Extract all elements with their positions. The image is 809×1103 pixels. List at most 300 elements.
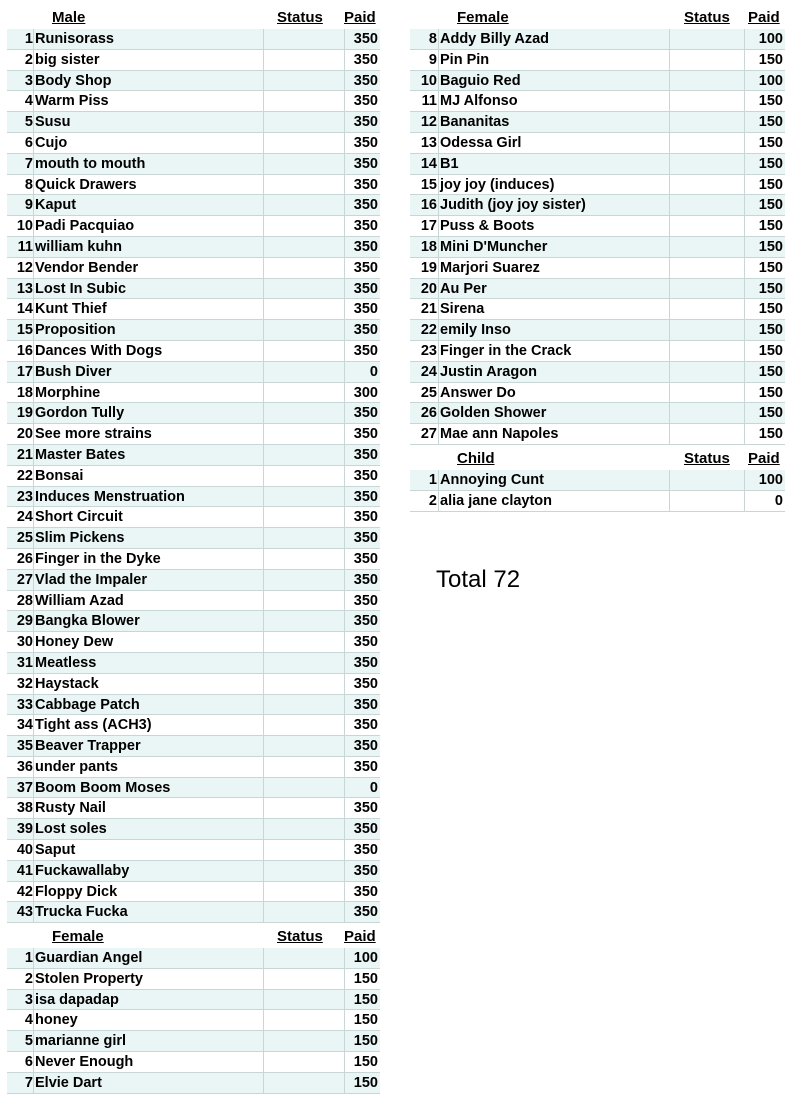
- table-row: [7, 819, 380, 840]
- row-name: Master Bates: [35, 446, 126, 463]
- row-number: 17: [420, 218, 437, 235]
- row-number: 7: [24, 1074, 33, 1091]
- row-number: 39: [16, 821, 33, 838]
- status-cell: [263, 195, 345, 215]
- table-row: [7, 861, 380, 882]
- status-cell: [669, 403, 745, 423]
- paid-value: 150: [758, 342, 783, 359]
- paid-value: 350: [353, 134, 378, 151]
- row-number: 43: [16, 904, 33, 921]
- paid-value: 0: [369, 363, 378, 380]
- row-number: 2: [24, 51, 33, 68]
- row-name: Judith (joy joy sister): [440, 197, 586, 214]
- row-number: 19: [420, 259, 437, 276]
- paid-value: 350: [353, 904, 378, 921]
- row-name: See more strains: [35, 426, 152, 443]
- row-name: Guardian Angel: [35, 950, 143, 966]
- row-name: Body Shop: [35, 72, 112, 89]
- female-table-b: [410, 5, 785, 445]
- paid-value: 350: [353, 550, 378, 567]
- status-cell: [669, 470, 745, 490]
- status-cell: [669, 299, 745, 319]
- table-row: [410, 175, 785, 196]
- row-name: B1: [440, 155, 459, 172]
- paid-value: 350: [353, 342, 378, 359]
- paid-value: 150: [758, 197, 783, 214]
- status-cell: [263, 175, 345, 195]
- table-row: [410, 216, 785, 237]
- row-name: Morphine: [35, 384, 101, 401]
- row-name: Induces Menstruation: [35, 488, 185, 505]
- row-number: 11: [421, 93, 437, 110]
- table-row: [7, 969, 380, 990]
- row-number: 6: [24, 1053, 33, 1070]
- row-number: 41: [16, 862, 33, 879]
- table-row: [7, 258, 380, 279]
- status-cell: [263, 882, 345, 902]
- row-name: Odessa Girl: [440, 134, 522, 151]
- table-header: [410, 5, 785, 29]
- row-number: 7: [24, 155, 33, 172]
- table-row: [410, 279, 785, 300]
- paid-value: 350: [353, 862, 378, 879]
- row-name: Padi Pacquiao: [35, 218, 135, 235]
- status-cell: [669, 91, 745, 111]
- table-row: [7, 216, 380, 237]
- row-name: Puss & Boots: [440, 218, 535, 235]
- status-cell: [263, 715, 345, 735]
- status-column-header: Status: [277, 9, 323, 26]
- status-cell: [669, 154, 745, 174]
- row-name: Justin Aragon: [440, 363, 537, 380]
- row-name: Baguio Red: [440, 72, 521, 89]
- table-row: [410, 320, 785, 341]
- paid-value: 350: [353, 197, 378, 214]
- status-cell: [263, 154, 345, 174]
- table-header: [410, 446, 785, 470]
- row-number: 11: [17, 238, 33, 255]
- row-number: 21: [420, 301, 437, 318]
- table-row: [7, 237, 380, 258]
- status-column-header: Status: [277, 928, 323, 945]
- row-number: 15: [420, 176, 437, 193]
- paid-value: 150: [758, 155, 783, 172]
- status-cell: [263, 736, 345, 756]
- row-number: 15: [16, 322, 33, 339]
- paid-value: 350: [353, 675, 378, 692]
- row-number: 38: [16, 800, 33, 817]
- female-table-a: [7, 924, 380, 1094]
- paid-value: 150: [758, 405, 783, 422]
- row-number: 14: [420, 155, 437, 172]
- table-row: [410, 470, 785, 491]
- row-number: 25: [420, 384, 437, 401]
- row-number: 8: [24, 176, 33, 193]
- status-cell: [263, 969, 345, 989]
- table-row: [7, 154, 380, 175]
- status-cell: [263, 1031, 345, 1051]
- status-cell: [263, 279, 345, 299]
- paid-value: 350: [353, 883, 378, 900]
- row-number: 13: [420, 134, 437, 151]
- paid-value: 150: [758, 218, 783, 235]
- row-name: Elvie Dart: [35, 1074, 102, 1091]
- row-name: Cabbage Patch: [35, 696, 140, 713]
- table-row: [7, 632, 380, 653]
- row-number: 27: [420, 426, 437, 443]
- status-cell: [263, 258, 345, 278]
- row-number: 14: [16, 301, 33, 318]
- paid-value: 100: [758, 72, 783, 89]
- status-cell: [263, 653, 345, 673]
- status-cell: [263, 50, 345, 70]
- status-cell: [669, 279, 745, 299]
- row-name: Mae ann Napoles: [440, 426, 559, 443]
- status-cell: [263, 466, 345, 486]
- paid-value: 0: [369, 779, 378, 796]
- paid-value: 350: [353, 592, 378, 609]
- status-cell: [263, 674, 345, 694]
- paid-value: 350: [353, 446, 378, 463]
- row-number: 34: [16, 717, 33, 734]
- table-row: [7, 71, 380, 92]
- row-name: emily Inso: [440, 322, 511, 339]
- status-cell: [263, 757, 345, 777]
- paid-value: 350: [353, 634, 378, 651]
- table-row: [7, 1052, 380, 1073]
- paid-value: 150: [758, 51, 783, 68]
- row-number: 22: [420, 322, 437, 339]
- table-row: [7, 403, 380, 424]
- table-row: [410, 195, 785, 216]
- table-row: [7, 383, 380, 404]
- table-row: [410, 237, 785, 258]
- table-row: [7, 424, 380, 445]
- row-number: 20: [420, 280, 437, 297]
- table-row: [7, 299, 380, 320]
- row-name: Annoying Cunt: [440, 472, 544, 488]
- table-row: [7, 91, 380, 112]
- paid-value: 350: [353, 218, 378, 235]
- status-cell: [263, 570, 345, 590]
- row-name: MJ Alfonso: [440, 93, 518, 110]
- table-row: [7, 133, 380, 154]
- row-number: 5: [24, 1033, 33, 1050]
- total-label: Total 72: [436, 566, 521, 593]
- paid-value: 350: [353, 322, 378, 339]
- row-number: 21: [16, 446, 33, 463]
- table-row: [7, 840, 380, 861]
- row-number: 5: [24, 114, 33, 131]
- row-name: Cujo: [35, 134, 68, 151]
- paid-column-header: Paid: [344, 928, 376, 945]
- row-name: Gordon Tully: [35, 405, 125, 422]
- table-row: [410, 341, 785, 362]
- paid-value: 150: [758, 114, 783, 131]
- paid-value: 100: [353, 950, 378, 966]
- status-cell: [669, 424, 745, 444]
- status-column-header: Status: [684, 450, 730, 467]
- table-row: [7, 948, 380, 969]
- table-row: [410, 362, 785, 383]
- row-name: Tight ass (ACH3): [35, 717, 152, 734]
- row-name: Kunt Thief: [35, 301, 107, 318]
- row-number: 30: [16, 634, 33, 651]
- paid-value: 350: [353, 758, 378, 775]
- table-row: [410, 50, 785, 71]
- row-name: Vlad the Impaler: [35, 571, 148, 588]
- row-number: 10: [420, 72, 437, 89]
- table-row: [7, 798, 380, 819]
- table-row: [7, 487, 380, 508]
- status-cell: [669, 383, 745, 403]
- section-title: Female: [52, 928, 104, 945]
- row-number: 24: [420, 363, 437, 380]
- row-number: 16: [420, 197, 437, 214]
- status-cell: [669, 237, 745, 257]
- row-number: 37: [16, 779, 33, 796]
- table-row: [7, 1073, 380, 1094]
- row-name: Susu: [35, 114, 71, 131]
- status-cell: [263, 798, 345, 818]
- table-row: [410, 491, 785, 512]
- table-row: [7, 1031, 380, 1052]
- row-name: Bonsai: [35, 467, 84, 484]
- row-name: Marjori Suarez: [440, 259, 540, 276]
- status-cell: [263, 216, 345, 236]
- status-cell: [263, 1010, 345, 1030]
- table-row: [7, 341, 380, 362]
- status-cell: [263, 611, 345, 631]
- status-cell: [263, 133, 345, 153]
- row-number: 28: [16, 592, 33, 609]
- row-number: 20: [16, 426, 33, 443]
- row-name: Addy Billy Azad: [440, 31, 550, 47]
- status-cell: [263, 528, 345, 548]
- row-number: 22: [16, 467, 33, 484]
- paid-value: 150: [758, 259, 783, 276]
- paid-value: 150: [758, 301, 783, 318]
- status-cell: [669, 362, 745, 382]
- status-column-header: Status: [684, 9, 730, 26]
- table-row: [7, 778, 380, 799]
- paid-value: 350: [353, 51, 378, 68]
- row-name: Floppy Dick: [35, 883, 118, 900]
- paid-value: 150: [353, 1012, 378, 1029]
- table-row: [7, 549, 380, 570]
- child-table: [410, 446, 785, 512]
- row-number: 33: [16, 696, 33, 713]
- status-cell: [263, 861, 345, 881]
- paid-value: 350: [353, 31, 378, 47]
- table-row: [410, 133, 785, 154]
- male-table: [7, 5, 380, 923]
- paid-value: 150: [353, 1053, 378, 1070]
- paid-value: 350: [353, 155, 378, 172]
- paid-value: 150: [758, 426, 783, 443]
- table-row: [7, 29, 380, 50]
- row-number: 9: [428, 51, 437, 68]
- table-row: [410, 112, 785, 133]
- row-name: Proposition: [35, 322, 116, 339]
- table-row: [410, 383, 785, 404]
- status-cell: [669, 112, 745, 132]
- row-name: Fuckawallaby: [35, 862, 130, 879]
- status-cell: [263, 591, 345, 611]
- table-row: [410, 424, 785, 445]
- status-cell: [263, 445, 345, 465]
- paid-column-header: Paid: [748, 450, 780, 467]
- row-name: Meatless: [35, 654, 97, 671]
- paid-value: 150: [758, 238, 783, 255]
- status-cell: [263, 383, 345, 403]
- row-name: mouth to mouth: [35, 155, 146, 172]
- table-row: [7, 736, 380, 757]
- row-name: Boom Boom Moses: [35, 779, 171, 796]
- table-row: [7, 362, 380, 383]
- row-name: Short Circuit: [35, 509, 123, 526]
- row-name: Bangka Blower: [35, 613, 140, 630]
- row-number: 4: [24, 93, 33, 110]
- table-row: [7, 195, 380, 216]
- paid-value: 350: [353, 842, 378, 859]
- paid-value: 150: [758, 384, 783, 401]
- row-number: 23: [420, 342, 437, 359]
- status-cell: [263, 112, 345, 132]
- paid-value: 150: [353, 970, 378, 987]
- row-number: 27: [16, 571, 33, 588]
- table-row: [7, 528, 380, 549]
- row-name: Au Per: [440, 280, 487, 297]
- paid-value: 100: [758, 31, 783, 47]
- row-name: Rusty Nail: [35, 800, 106, 817]
- row-name: Trucka Fucka: [35, 904, 128, 921]
- paid-value: 100: [758, 472, 783, 488]
- paid-value: 350: [353, 800, 378, 817]
- status-cell: [263, 362, 345, 382]
- table-row: [7, 279, 380, 300]
- row-name: Beaver Trapper: [35, 738, 141, 755]
- row-number: 1: [24, 31, 33, 47]
- row-name: Golden Shower: [440, 405, 547, 422]
- table-row: [7, 990, 380, 1011]
- paid-column-header: Paid: [344, 9, 376, 26]
- row-name: alia jane clayton: [440, 492, 553, 509]
- paid-value: 150: [758, 322, 783, 339]
- table-row: [410, 299, 785, 320]
- paid-value: 350: [353, 114, 378, 131]
- status-cell: [263, 71, 345, 91]
- row-number: 6: [24, 134, 33, 151]
- status-cell: [263, 29, 345, 49]
- status-cell: [263, 424, 345, 444]
- paid-value: 350: [353, 93, 378, 110]
- row-name: honey: [35, 1012, 78, 1029]
- row-number: 40: [16, 842, 33, 859]
- table-row: [410, 29, 785, 50]
- row-name: Answer Do: [440, 384, 516, 401]
- row-name: William Azad: [35, 592, 124, 609]
- table-row: [7, 674, 380, 695]
- table-row: [7, 882, 380, 903]
- table-row: [7, 611, 380, 632]
- paid-value: 150: [353, 991, 378, 1008]
- status-cell: [263, 299, 345, 319]
- table-row: [410, 91, 785, 112]
- row-number: 8: [428, 31, 437, 47]
- row-number: 17: [16, 363, 33, 380]
- status-cell: [669, 216, 745, 236]
- row-name: Finger in the Crack: [440, 342, 572, 359]
- table-row: [410, 403, 785, 424]
- table-row: [410, 258, 785, 279]
- status-cell: [263, 549, 345, 569]
- paid-value: 350: [353, 280, 378, 297]
- row-number: 42: [16, 883, 33, 900]
- paid-value: 350: [353, 738, 378, 755]
- table-row: [7, 695, 380, 716]
- paid-value: 150: [353, 1074, 378, 1091]
- status-cell: [263, 1073, 345, 1093]
- row-name: Mini D'Muncher: [440, 238, 548, 255]
- status-cell: [263, 91, 345, 111]
- status-cell: [669, 50, 745, 70]
- paid-value: 350: [353, 696, 378, 713]
- row-number: 3: [24, 72, 33, 89]
- row-name: Saput: [35, 842, 76, 859]
- status-cell: [263, 990, 345, 1010]
- row-number: 25: [16, 530, 33, 547]
- table-row: [7, 757, 380, 778]
- table-row: [7, 1010, 380, 1031]
- row-number: 19: [16, 405, 33, 422]
- row-name: Kaput: [35, 197, 77, 214]
- status-cell: [669, 320, 745, 340]
- table-row: [7, 445, 380, 466]
- status-cell: [669, 195, 745, 215]
- paid-value: 150: [758, 134, 783, 151]
- row-number: 12: [16, 259, 33, 276]
- row-number: 16: [16, 342, 33, 359]
- row-number: 36: [16, 758, 33, 775]
- row-name: Lost In Subic: [35, 280, 127, 297]
- status-cell: [263, 341, 345, 361]
- status-cell: [263, 778, 345, 798]
- paid-value: 350: [353, 467, 378, 484]
- row-number: 3: [24, 991, 33, 1008]
- status-cell: [263, 1052, 345, 1072]
- row-name: Sirena: [440, 301, 485, 318]
- row-name: Vendor Bender: [35, 259, 139, 276]
- table-row: [7, 902, 380, 923]
- row-name: marianne girl: [35, 1033, 127, 1050]
- paid-value: 350: [353, 259, 378, 276]
- row-name: Pin Pin: [440, 51, 490, 68]
- row-name: Honey Dew: [35, 634, 114, 651]
- paid-value: 350: [353, 301, 378, 318]
- status-cell: [263, 695, 345, 715]
- table-row: [7, 570, 380, 591]
- paid-value: 350: [353, 530, 378, 547]
- row-number: 26: [420, 405, 437, 422]
- paid-value: 350: [353, 176, 378, 193]
- paid-value: 350: [353, 509, 378, 526]
- row-number: 2: [428, 492, 437, 509]
- status-cell: [669, 258, 745, 278]
- row-name: big sister: [35, 51, 100, 68]
- table-row: [7, 466, 380, 487]
- row-name: Lost soles: [35, 821, 107, 838]
